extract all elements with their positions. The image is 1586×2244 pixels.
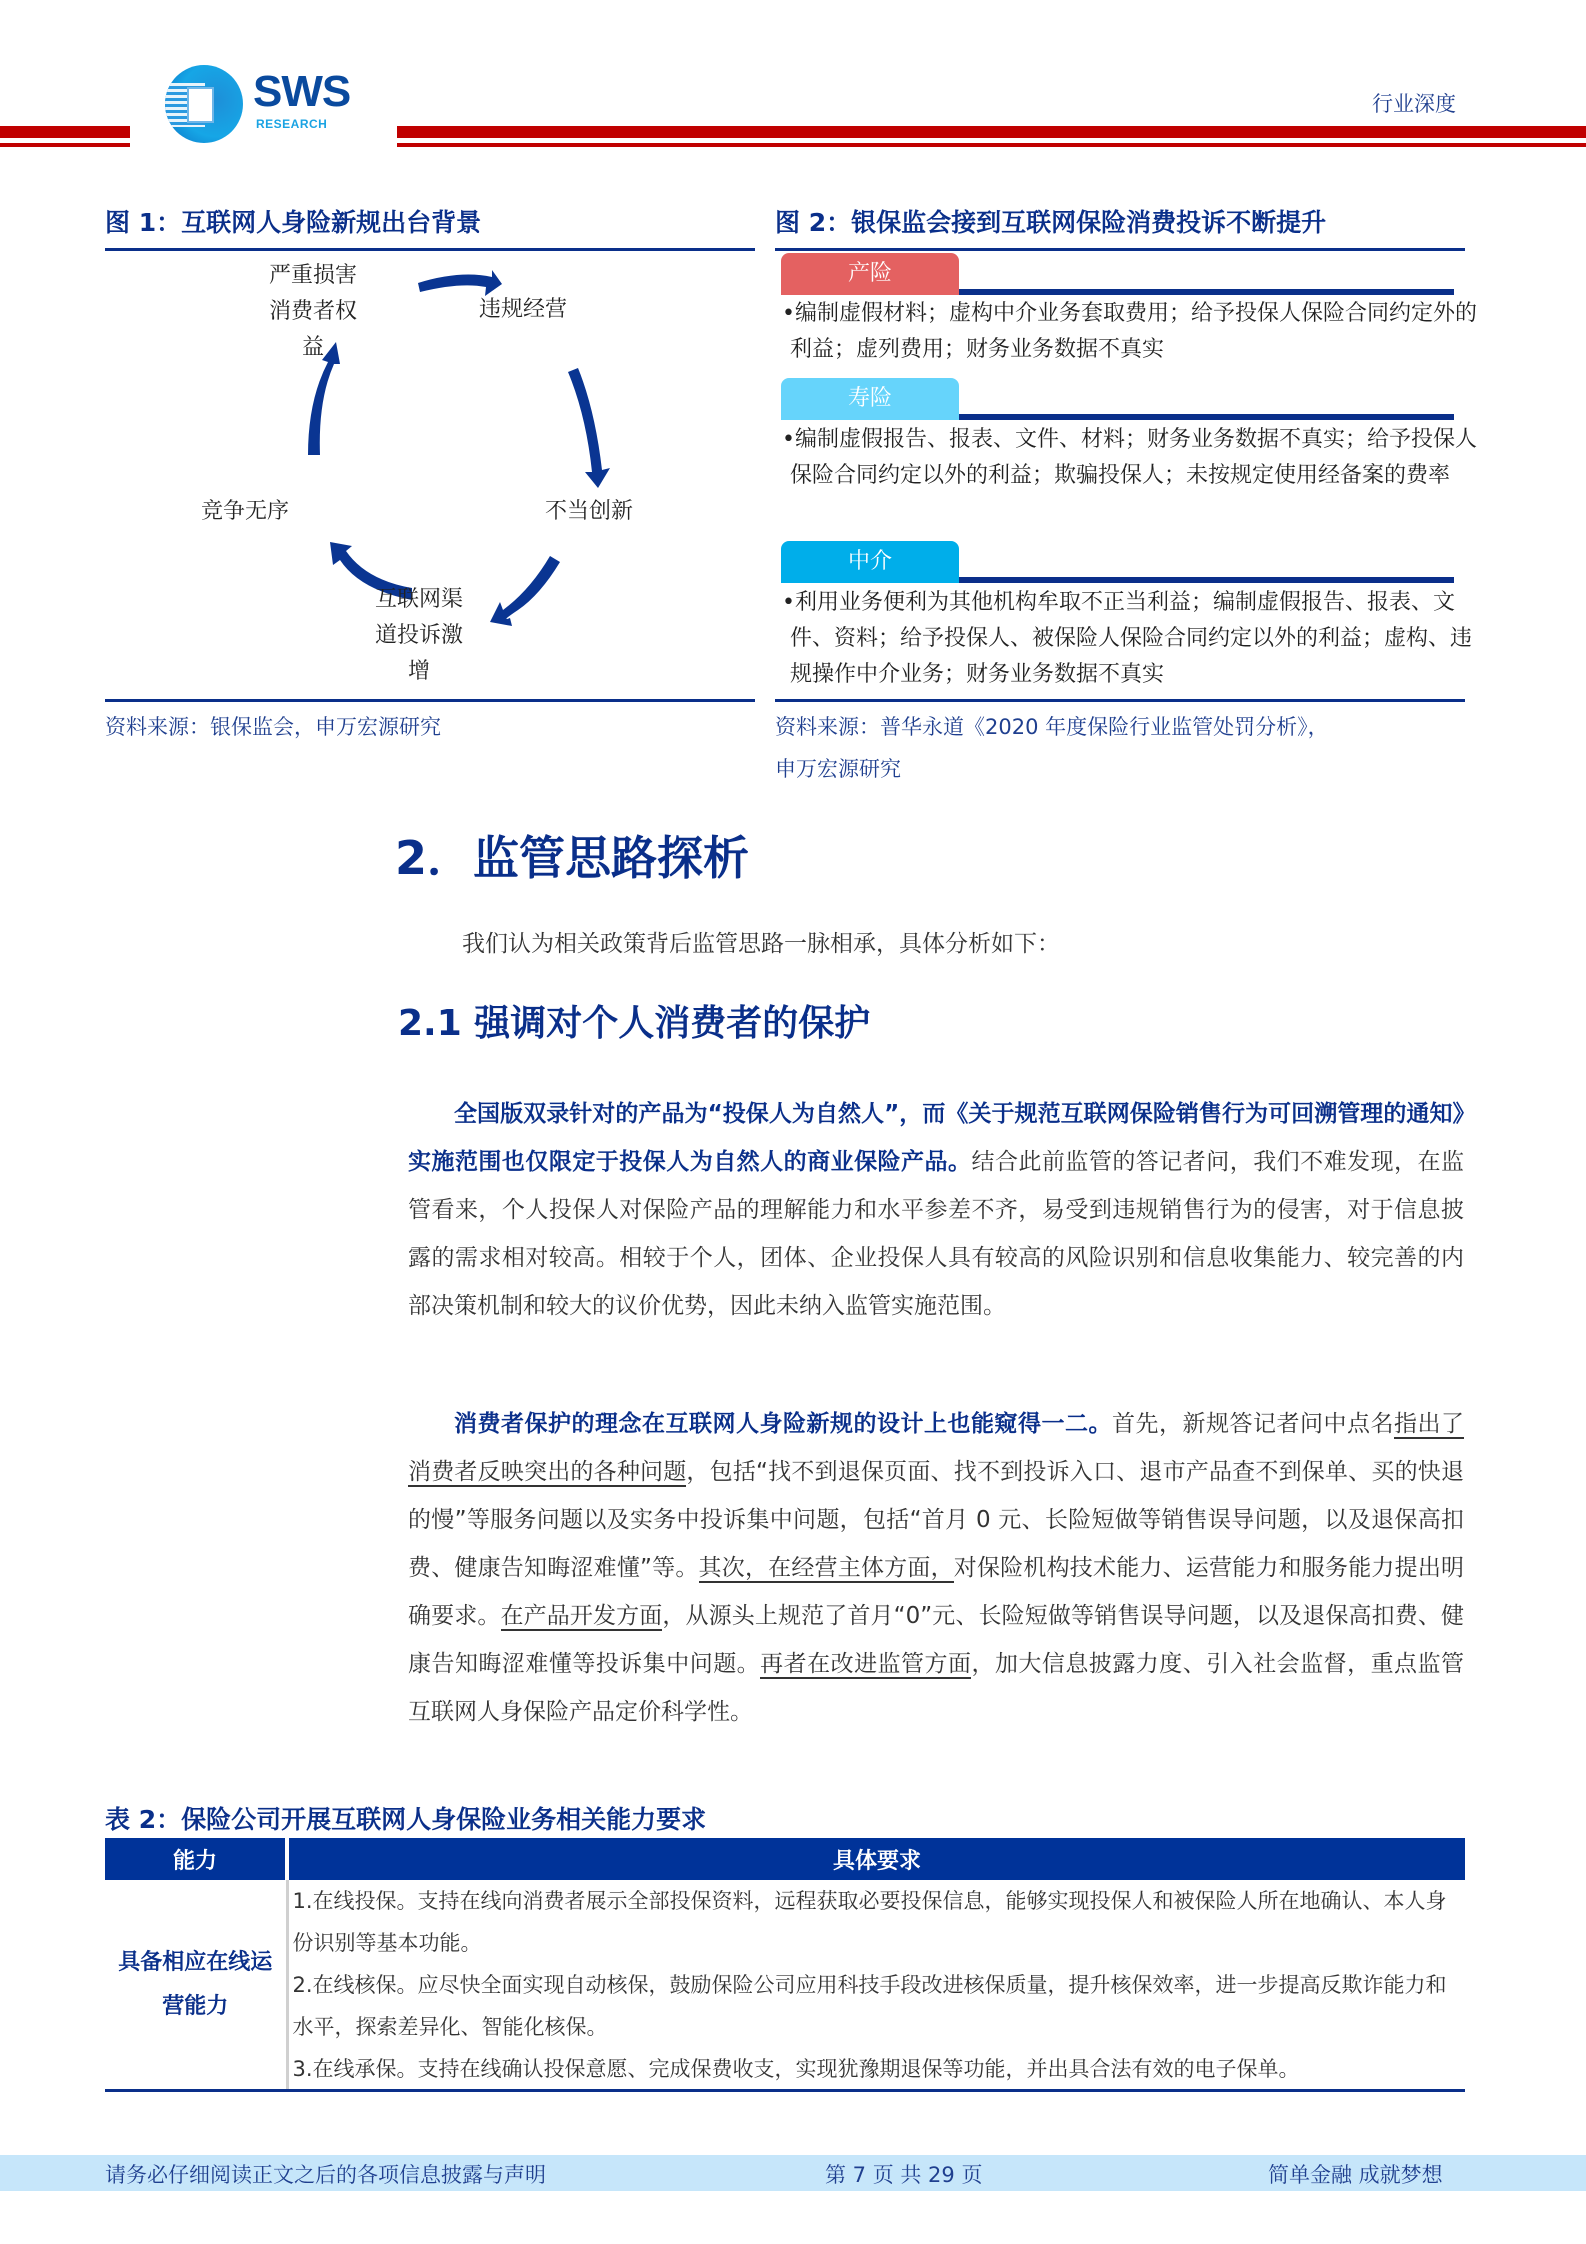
intermediary-violations: •利用业务便利为其他机构牟取不正当利益；编制虚假报告、报表、文件、资料；给予投保人、被保险人保险合同约定以外的利益；虚构、违规操作中介业务；财务业务数据不真实 <box>782 590 1473 687</box>
logo-square <box>187 87 214 123</box>
table-bottom-rule <box>105 2089 1465 2092</box>
requirement-online-underwriting: 2.在线核保。应尽快全面实现自动核保，鼓励保险公司应用科技手段改进核保质量，提升核保效率，进一步提高反欺诈能力和水平，探索差异化、智能化核保。 <box>292 1973 1447 2039</box>
paragraph-lead-bold: 全国版双录针对的产品为“投保人为自然人”，而《关于规范互联网保险销售行为可回溯管理的通知》实施范围也仅限定于投保人为自然人的商业保险产品。 <box>408 1101 1464 1175</box>
table-header-requirements: 具体要求 <box>287 1838 1465 1880</box>
paragraph-consumer-protection <box>408 1400 1464 1736</box>
paragraph-lead-bold: 消费者保护的理念在互联网人身险新规的设计上也能窥得一二。 <box>454 1411 1112 1437</box>
cycle-node-improper-innovation: 不当创新 <box>544 499 633 524</box>
section-heading: 2．监管思路探析 <box>395 831 750 885</box>
tab-life-rule <box>959 414 1454 420</box>
underlined-phrase: 其次，在经营主体方面， <box>698 1555 954 1581</box>
life-insurance-violations: •编制虚假报告、报表、文件、材料；财务业务数据不真实；给予投保人保险合同约定以外的利益；欺骗投保人；未按规定使用经备案的费率 <box>782 427 1477 488</box>
footer-slogan: 简单金融 成就梦想 <box>1268 2163 1443 2187</box>
tab-property-rule <box>959 289 1454 295</box>
section-intro: 我们认为相关政策背后监管思路一脉相承，具体分析如下： <box>462 931 1060 957</box>
underlined-phrase: 再者在改进监管方面 <box>760 1651 972 1677</box>
underlined-phrase: 在产品开发方面 <box>500 1603 663 1629</box>
figure2-title: 图 2：银保监会接到互联网保险消费投诉不断提升 <box>775 208 1327 237</box>
header-red-bar-right-thick <box>397 126 1586 138</box>
header-red-bar-right-thin <box>397 143 1586 147</box>
figure2-source-line2: 申万宏源研究 <box>775 757 901 781</box>
property-insurance-violations: •编制虚假材料；虚构中介业务套取费用；给予投保人保险合同约定外的利益；虚列费用；财务业务数据不真实 <box>782 301 1477 362</box>
paragraph-text: 首先，新规答记者问中点名 <box>1112 1411 1394 1437</box>
requirement-online-application: 1.在线投保。支持在线向消费者展示全部投保资料，远程获取必要投保信息，能够实现投保人和被保险人所在地确认、本人身份识别等基本功能。 <box>292 1889 1447 1955</box>
figure2-source-line1: 资料来源：普华永道《2020 年度保险行业监管处罚分析》， <box>775 715 1329 739</box>
footer-disclaimer: 请务必仔细阅读正文之后的各项信息披露与声明 <box>105 2163 546 2187</box>
underlined-phrase: 指出了消费者反映突出的各种问题 <box>408 1411 1464 1485</box>
report-type-label: 行业深度 <box>1372 92 1456 116</box>
capability-requirements-table <box>105 1838 1465 2090</box>
cycle-node-illegal-operation: 违规经营 <box>478 297 567 322</box>
header-red-bar-left-thin <box>0 143 130 147</box>
figure1-bottom-rule <box>105 699 755 702</box>
paragraph-text: ，包括“找不到退保页面、找不到投诉入口、退市产品查不到保单、买的快退的慢”等服务问题以及实务中投诉集中问题，包括“首月 0 元、长险短做等销售误导问题，以及退保高扣费、健康告知晦涩难懂”等。 <box>408 1459 1464 1581</box>
sws-logo-icon <box>165 65 243 143</box>
tab-intermediary-rule <box>959 577 1454 583</box>
footer-page-number: 第 7 页 共 29 页 <box>825 2163 983 2187</box>
tab-life-insurance: 寿险 <box>781 378 959 420</box>
paragraph-text: ，加大信息披露力度、引入社会监督，重点监管互联网人身保险产品定价科学性。 <box>408 1651 1465 1725</box>
figure1-title: 图 1：互联网人身险新规出台背景 <box>105 208 482 237</box>
tab-property-insurance: 产险 <box>781 253 959 295</box>
requirement-online-issuance: 3.在线承保。支持在线确认投保意愿、完成保费收支，实现犹豫期退保等功能，并出具合法有效的电子保单。 <box>292 2057 1300 2081</box>
paragraph-text: 对保险机构技术能力、运营能力和服务能力提出明确要求。 <box>408 1555 1465 1629</box>
page-footer <box>0 2155 1586 2191</box>
table-row <box>105 1880 1465 2090</box>
figure2-bottom-rule <box>775 699 1465 702</box>
figure1-source: 资料来源：银保监会，申万宏源研究 <box>105 715 441 739</box>
cycle-node-disorderly-competition: 竞争无序 <box>200 499 289 524</box>
logo-wordmark: SWS <box>253 67 351 116</box>
table-header-capability: 能力 <box>105 1838 287 1880</box>
subsection-heading: 2.1 强调对个人消费者的保护 <box>398 1003 871 1044</box>
arrow-right-icon <box>568 368 610 488</box>
paragraph-natural-person-scope <box>408 1090 1464 1330</box>
cycle-node-harm-consumers: 严重损害 消费者权 益 <box>268 263 357 360</box>
figure2-top-rule <box>775 248 1465 251</box>
paragraph-body: 结合此前监管的答记者问，我们不难发现，在监管看来，个人投保人对保险产品的理解能力和水平参差不齐，易受到违规销售行为的侵害，对于信息披露的需求相对较高。相较于个人，团体、企业投保人具有较高的风险识别和信息收集能力、较完善的内部决策机制和较大的议价优势，因此未纳入监管实施范围。 <box>408 1149 1465 1319</box>
table2-title: 表 2：保险公司开展互联网人身保险业务相关能力要求 <box>105 1805 707 1834</box>
tab-intermediary: 中介 <box>781 541 959 583</box>
logo-subtitle: RESEARCH <box>256 117 328 131</box>
paragraph-text: ，从源头上规范了首月“0”元、长险短做等销售误导问题，以及退保高扣费、健康告知晦涩难懂等投诉集中问题。 <box>408 1603 1465 1677</box>
cycle-node-complaint-surge: 互联网渠 道投诉激 增 <box>374 587 463 684</box>
capability-cell: 具备相应在线运营能力 <box>105 1880 287 2090</box>
arrow-bottom-right-icon <box>490 556 560 626</box>
requirements-cell <box>287 1880 1465 2090</box>
header-red-bar-left-thick <box>0 126 130 138</box>
